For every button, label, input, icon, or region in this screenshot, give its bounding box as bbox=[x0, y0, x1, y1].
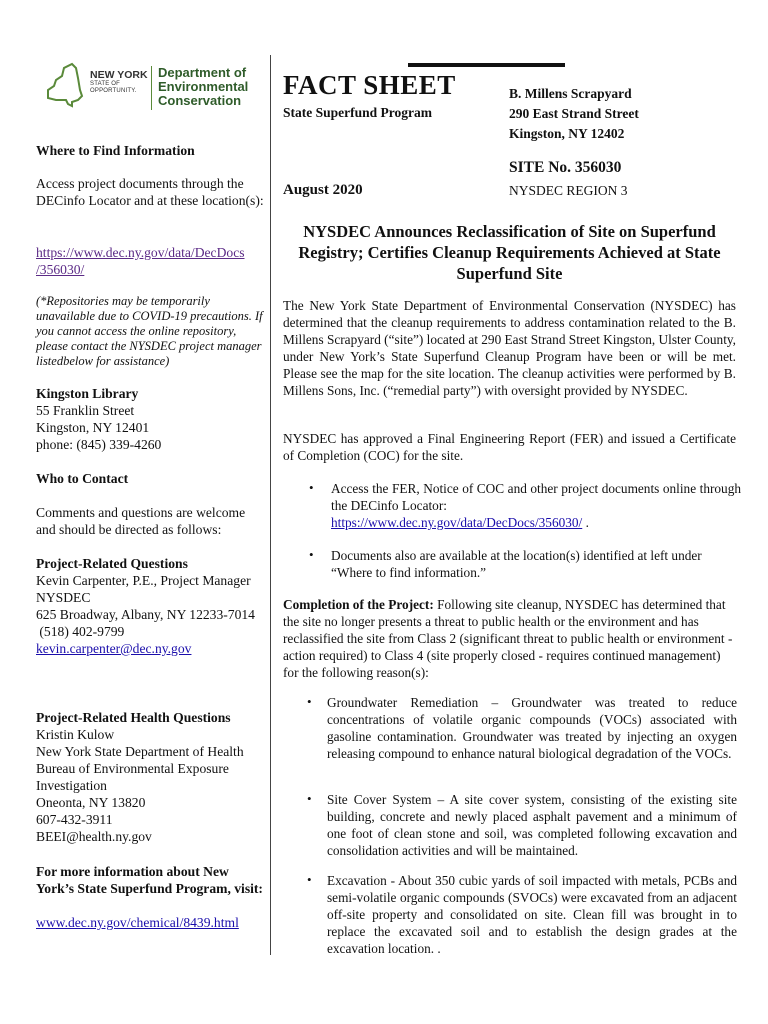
where-heading: Where to Find Information bbox=[36, 143, 195, 158]
bullet-dot: • bbox=[307, 872, 312, 887]
page-title: FACT SHEET bbox=[283, 70, 456, 100]
more-info-link-wrap bbox=[36, 914, 264, 931]
contact-text: Comments and questions are welcome and should be directed as follows: bbox=[36, 505, 246, 537]
superfund-program-link[interactable]: www.dec.ny.gov/chemical/8439.html bbox=[36, 915, 239, 930]
header-rule bbox=[408, 63, 565, 67]
library-street: 55 Franklin Street bbox=[36, 403, 135, 418]
health-contact-city: Oneonta, NY 13820 bbox=[36, 795, 146, 810]
contact-heading: Who to Contact bbox=[36, 471, 129, 486]
logo-department-text: Department of Environmental Conservation bbox=[158, 65, 249, 108]
more-info-heading: For more information about New York’s State Superfund Program, visit: bbox=[36, 864, 263, 896]
library-phone: phone: (845) 339-4260 bbox=[36, 437, 162, 452]
health-contact-email: BEEI@health.ny.gov bbox=[36, 829, 152, 844]
region: NYSDEC REGION 3 bbox=[509, 183, 628, 198]
logo-divider bbox=[151, 66, 152, 110]
library-city: Kingston, NY 12401 bbox=[36, 420, 150, 435]
completion-label: Completion of the Project: bbox=[283, 597, 434, 612]
new-york-state-map-icon bbox=[42, 60, 92, 110]
health-contact-phone: 607-432-3911 bbox=[36, 812, 113, 827]
health-questions bbox=[36, 709, 264, 845]
project-manager-address: 625 Broadway, Albany, NY 12233-7014 bbox=[36, 607, 255, 622]
reason-site-cover: Site Cover System – A site cover system, consisting of the existing site building, concrete and newly placed asphalt pavement and a minimum of one foot of clean stone and soil, was completed following excavation and consolidation activities and will be maintained. bbox=[327, 792, 737, 858]
bullet-dot: • bbox=[307, 791, 312, 806]
reason-groundwater: Groundwater Remediation – Groundwater was treated to reduce concentrations of volatile organic compounds (VOCs) associated with gasoline contamination. Groundwater was treated by injecting an oxygen releasing compound to enhance natural biological degradation of the VOCs. bbox=[327, 695, 737, 761]
site-address bbox=[509, 84, 639, 144]
health-contact-name: Kristin Kulow bbox=[36, 727, 115, 742]
reason-excavation: Excavation - About 350 cubic yards of soil impacted with metals, PCBs and semi-volatile organic compounds (SVOCs) were excavated from an adjacent off-site property and consolidated on site. Clean fill was brought in to replace the excavated soil and to establish the design grades at the excavation location. . bbox=[327, 873, 737, 956]
issue-date: August 2020 bbox=[283, 182, 363, 198]
site-number: SITE No. 356030 bbox=[509, 159, 622, 176]
project-questions-heading: Project-Related Questions bbox=[36, 556, 188, 571]
program-name: State Superfund Program bbox=[283, 105, 433, 120]
covid-note: (*Repositories may be temporarily unavailable due to COVID-19 precautions. If you cannot access the online repository, please contact the NYSDEC project manager listedbelow for assistance) bbox=[36, 294, 263, 368]
library-name: Kingston Library bbox=[36, 386, 139, 401]
nysdec-logo bbox=[40, 58, 260, 120]
bullet-documents-location: Documents also are available at the location(s) identified at left under “Where to find information.” bbox=[331, 548, 702, 580]
bullet-dot: • bbox=[309, 480, 314, 495]
fer-paragraph: NYSDEC has approved a Final Engineering Report (FER) and issued a Certificate of Completion (COC) for the site. bbox=[283, 431, 736, 463]
decdocs-link[interactable]: https://www.dec.ny.gov/data/DecDocs /356030/ bbox=[36, 245, 245, 277]
project-manager-phone: (518) 402-9799 bbox=[36, 624, 125, 639]
site-city: Kingston, NY 12402 bbox=[509, 126, 625, 141]
bullet-dot: • bbox=[307, 694, 312, 709]
project-questions bbox=[36, 555, 264, 657]
access-text: Access project documents through the DECinfo Locator and at these location(s): bbox=[36, 176, 264, 208]
site-street: 290 East Strand Street bbox=[509, 106, 639, 121]
health-contact-org: New York State Department of Health Bureau of Environmental Exposure Investigation bbox=[36, 744, 244, 793]
site-name: B. Millens Scrapyard bbox=[509, 86, 632, 101]
health-questions-heading: Project-Related Health Questions bbox=[36, 710, 231, 725]
project-manager-email[interactable]: kevin.carpenter@dec.ny.gov bbox=[36, 641, 192, 656]
decdocs-site-link[interactable]: https://www.dec.ny.gov/data/DecDocs/356030/ bbox=[331, 515, 583, 530]
logo-new-york-text: NEW YORK STATE OF OPPORTUNITY. bbox=[90, 69, 148, 94]
project-manager-org: NYSDEC bbox=[36, 590, 91, 605]
column-divider bbox=[270, 55, 271, 955]
project-manager-name: Kevin Carpenter, P.E., Project Manager bbox=[36, 573, 251, 588]
headline: NYSDEC Announces Reclassification of Site on Superfund Registry; Certifies Cleanup Requirements Achieved at State Superfund Site bbox=[298, 222, 721, 283]
intro-paragraph: The New York State Department of Environmental Conservation (NYSDEC) has determined that the cleanup requirements to address contamination related to the B. Millens Scrapyard (“site”) located at 290 East Strand Street Kingston, Ulster County, under New York’s State Superfund Cleanup Program have been or will be met. Please see the map for the site location. The cleanup activities were performed by B. Millens Sons, Inc. (“remedial party”) with oversight provided by NYSDEC. bbox=[283, 298, 736, 398]
completion-paragraph: Completion of the Project: Following site cleanup, NYSDEC has determined that the site no longer presents a threat to public health or the environment and has reclassified the site from Class 2 (significant threat to public health or environment - action required) to Class 4 (site properly closed - requires continued management) for the following reason(s): bbox=[283, 597, 733, 680]
library-info bbox=[36, 385, 264, 453]
bullet-access-docs: Access the FER, Notice of COC and other project documents online through the DECinfo Locator: https://www.dec.ny.gov/data/DecDocs/356030/ . bbox=[331, 481, 741, 530]
bullet-dot: • bbox=[309, 547, 314, 562]
